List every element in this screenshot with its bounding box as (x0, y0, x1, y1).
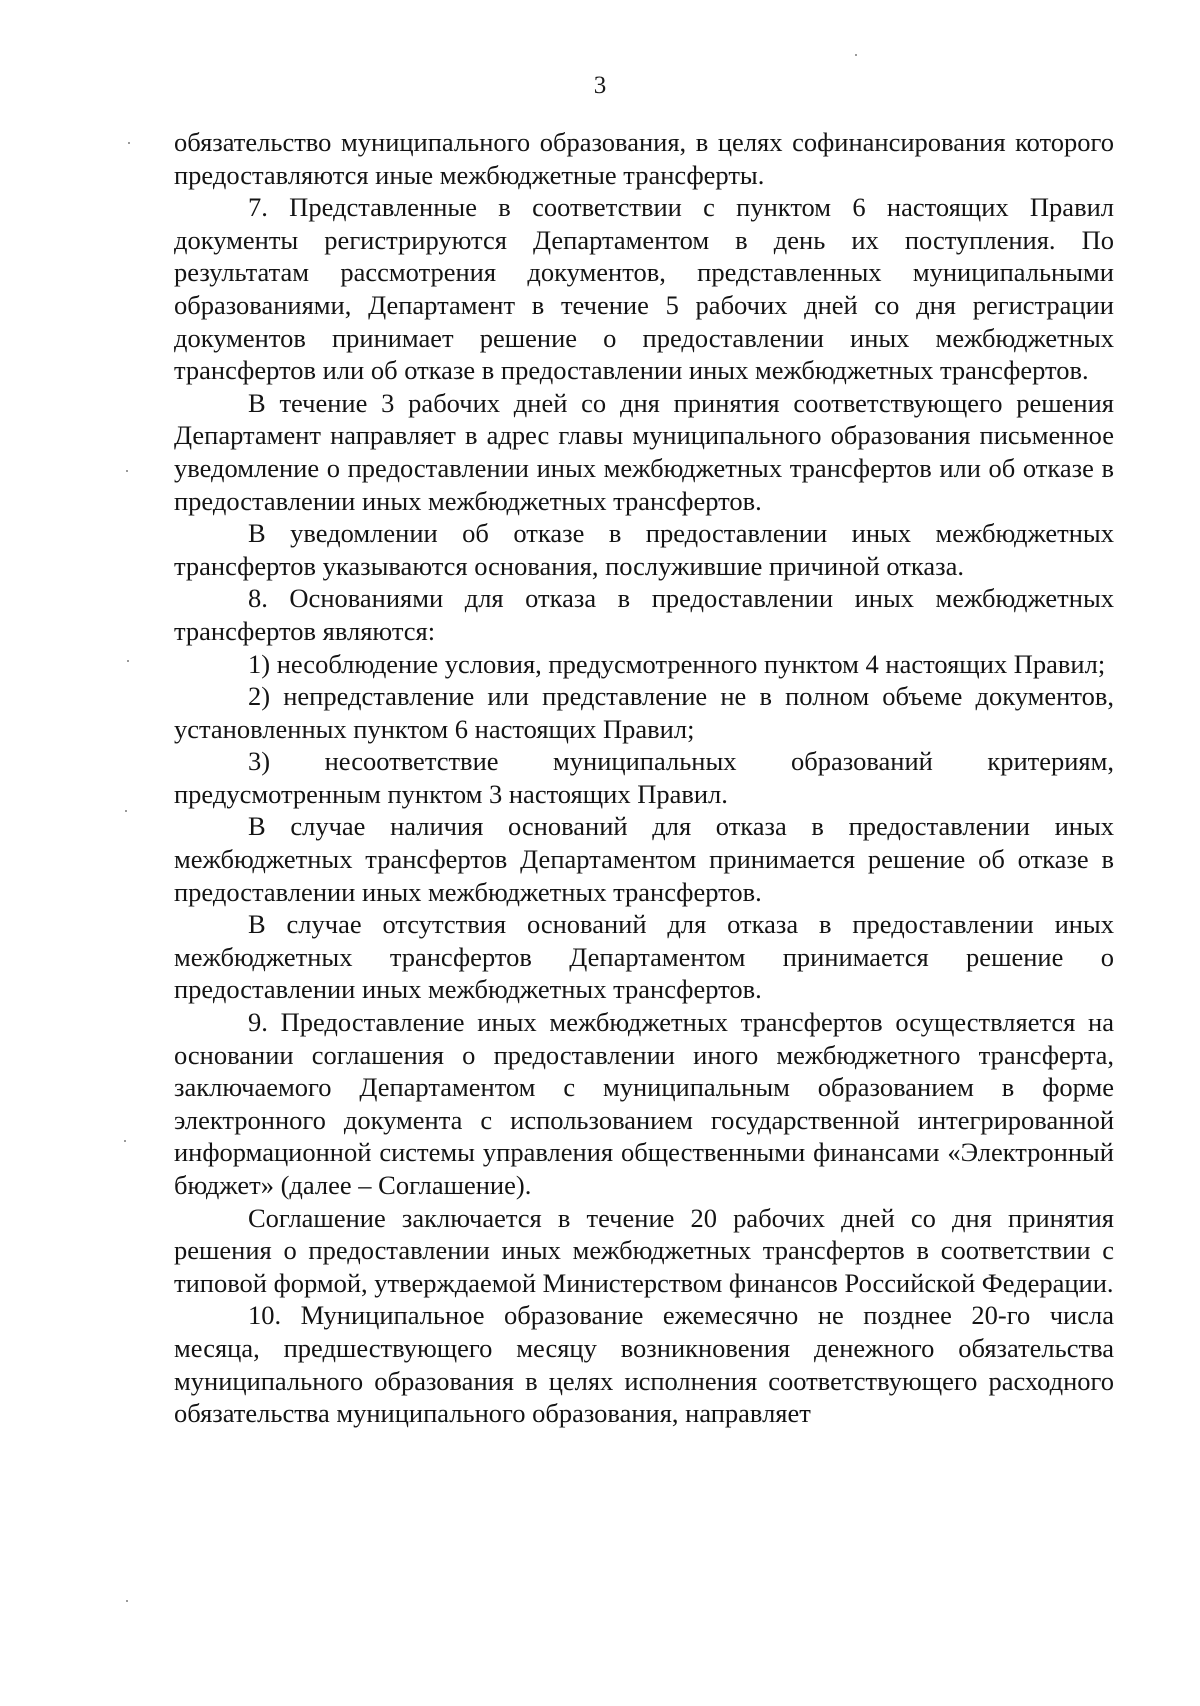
paragraph-notification-deadline: В течение 3 рабочих дней со дня принятия соответствующего решения Департамент направляет в адрес главы муниципального образования письменное уведомление о предоставлении иных межбюджетных трансфертов или об отказе в предоставлении иных межбюджетных трансфертов. (174, 387, 1114, 516)
list-item-8-2: 2) непредставление или представление не в полном объеме документов, установленных пунктом 6 настоящих Правил; (174, 681, 1114, 744)
scan-speck (125, 810, 127, 812)
scan-speck (127, 660, 129, 662)
paragraph-item-9: 9. Предоставление иных межбюджетных трансфертов осуществляется на основании соглашения о предоставлении иного межбюджетного трансферта, заключаемого Департаментом с муниципальным образованием в форме электронного документа с использованием государственной интегрированной информационной системы управления общественными финансами «Электронный бюджет» (далее – Соглашение). (174, 1007, 1114, 1200)
paragraph-grant-decision: В случае отсутствия оснований для отказа в предоставлении иных межбюджетных трансфертов Департаментом принимается решение о предоставлении иных межбюджетных трансфертов. (174, 909, 1114, 1005)
paragraph-refusal-decision: В случае наличия оснований для отказа в предоставлении иных межбюджетных трансфертов Департаментом принимается решение об отказе в предоставлении иных межбюджетных трансфертов. (174, 811, 1114, 907)
paragraph-refusal-reasons-notice: В уведомлении об отказе в предоставлении иных межбюджетных трансфертов указываются основания, послужившие причиной отказа. (174, 518, 1114, 581)
paragraph-item-10: 10. Муниципальное образование ежемесячно не позднее 20-го числа месяца, предшествующего месяцу возникновения денежного обязательства муниципального образования в целях исполнения соответствующего расходного обязательства муниципального образования, направляет (174, 1300, 1114, 1429)
list-item-8-3: 3) несоответствие муниципальных образований критериям, предусмотренным пунктом 3 настоящих Правил. (174, 746, 1114, 809)
scan-speck (855, 54, 857, 56)
page-number: 3 (593, 72, 607, 99)
document-body (174, 126, 1114, 1430)
paragraph-item-8: 8. Основаниями для отказа в предоставлении иных межбюджетных трансфертов являются: (174, 583, 1114, 646)
scan-speck (124, 1140, 126, 1142)
list-item-8-1: 1) несоблюдение условия, предусмотренного пунктом 4 настоящих Правил; (248, 648, 1106, 679)
scan-speck (128, 142, 130, 144)
paragraph-item-7: 7. Представленные в соответствии с пунктом 6 настоящих Правил документы регистрируются Департаментом в день их поступления. По результатам рассмотрения документов, представленных муниципальными образованиями, Департамент в течение 5 рабочих дней со дня регистрации документов принимает решение о предоставлении иных межбюджетных трансфертов или об отказе в предоставлении иных межбюджетных трансфертов. (174, 192, 1114, 386)
scan-speck (126, 1600, 128, 1602)
paragraph-continuation: обязательство муниципального образования, в целях софинансирования которого предоставляются иные межбюджетные трансферты. (174, 127, 1114, 190)
paragraph-agreement-term: Соглашение заключается в течение 20 рабочих дней со дня принятия решения о предоставлении иных межбюджетных трансфертов в соответствии с типовой формой, утверждаемой Министерством финансов Российской Федерации. (174, 1202, 1114, 1298)
scan-speck (126, 470, 128, 472)
